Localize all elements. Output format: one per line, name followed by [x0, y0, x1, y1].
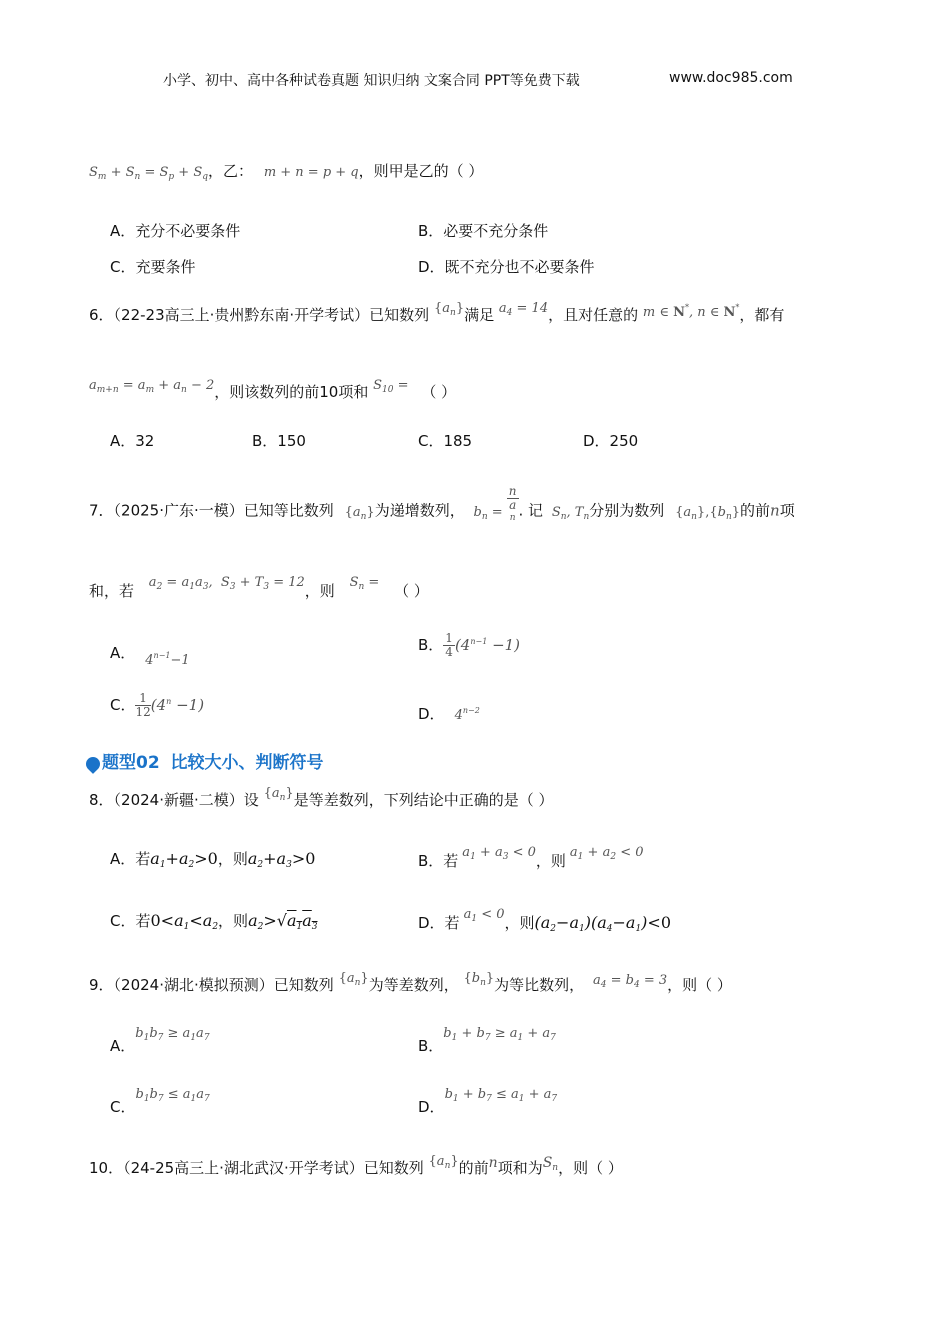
formula: $a_2 = a_1a_3$, $S_3 + T_3 = 12$ [148, 575, 305, 592]
text: 为递增数列， [374, 501, 465, 520]
text: 为等比数列， [494, 976, 585, 994]
option-label: D． [418, 1098, 445, 1116]
q7-option-a[interactable] [110, 642, 190, 668]
text: ，乙： [208, 162, 254, 180]
text: 已知数列 [369, 306, 430, 324]
formula: $S_n$, $T_n$ [551, 504, 590, 522]
q6-option-b[interactable]: B．150 [252, 432, 306, 450]
q9-option-a[interactable] [110, 1026, 210, 1057]
question-number: 7． [89, 501, 114, 520]
formula: $\{a_n\}$ [344, 504, 375, 522]
option-label: D． [418, 705, 445, 723]
formula: $(4^{n-1} -1)$ [454, 636, 521, 654]
q6-stem [89, 301, 785, 326]
option-label: A． [110, 1037, 136, 1055]
text: B．若 [418, 852, 459, 870]
text: ，则 [304, 582, 335, 600]
q6-stem-2 [89, 378, 457, 403]
formula: $\{a_n\}$ [338, 971, 369, 988]
question-source: （2025·广东·一模） [113, 501, 244, 520]
q10-stem [89, 1154, 623, 1179]
location-marker-icon [83, 754, 103, 774]
q5-option-c[interactable]: C．充要条件 [110, 258, 196, 276]
formula: m ∈ N*, n ∈ N* [642, 303, 740, 320]
fraction: n a n [508, 484, 517, 523]
text: D．若 [418, 914, 460, 932]
formula: $(a_2-a_1)(a_4-a_1)<0$ [534, 913, 672, 934]
q7-stem [89, 484, 795, 531]
text: 已知数列 [273, 976, 334, 994]
formula: $a_2>√a_1a_3$ [248, 911, 318, 932]
q5-option-d[interactable]: D．既不充分也不必要条件 [418, 258, 595, 276]
text: A．若 [110, 850, 151, 868]
formula: $b_1 + b_7 \le a_1 + a_7$ [444, 1087, 558, 1104]
q9-option-d[interactable] [418, 1087, 558, 1118]
q7-stem-2 [89, 575, 429, 602]
q8-stem [89, 786, 554, 811]
text: ，都有 [739, 306, 785, 324]
formula: $0<a_1<a_2$ [150, 911, 219, 932]
section-title: 比较大小、判断符号 [170, 753, 324, 773]
text: ，则该数列的前10项和 [214, 383, 369, 401]
text: 项 [779, 501, 795, 520]
text: ，则（ ） [667, 976, 732, 994]
formula: $\{b_n\}$ [463, 971, 495, 988]
text: 项和为 [497, 1159, 543, 1177]
formula: $a_4 = b_4 = 3$ [592, 973, 668, 990]
formula: $\{a_n\},\{b_n\}$ [675, 504, 741, 522]
formula: $\{a_n\}$ [433, 301, 465, 318]
formula: $b_1b_7 \ge a_1a_7$ [135, 1026, 210, 1043]
q7-option-c[interactable] [110, 692, 204, 719]
question-number: 8． [89, 791, 114, 809]
text: 是等差数列，下列结论中正确的是（ ） [293, 791, 554, 809]
fraction: $\frac{1}{12}$ [135, 691, 151, 719]
text: 设 [243, 791, 259, 809]
text: 为等差数列， [368, 976, 459, 994]
q6-option-a[interactable]: A．32 [110, 432, 155, 450]
q8-option-c[interactable] [110, 910, 318, 932]
formula: $S_n$ = [349, 575, 380, 592]
question-source: （24-25高三上·湖北武汉·开学考试） [123, 1159, 364, 1177]
formula: $\{a_n\}$ [428, 1154, 459, 1171]
q6-option-d[interactable]: D．250 [583, 432, 639, 450]
fraction: $\frac{1}{4}$ [445, 631, 453, 659]
text: 已知等比数列 [243, 501, 334, 520]
text: 和，若 [89, 582, 135, 600]
text: ，则（ ） [558, 1159, 623, 1177]
formula: $a_1+a_2>0$ [150, 849, 218, 870]
formula: $a_1 + a_2 < 0$ [569, 845, 644, 862]
formula: $4^{n-2}$ [454, 706, 480, 723]
section-label: 题型02 [102, 753, 160, 773]
question-number: 6． [89, 306, 114, 324]
formula: $b_1 + b_7 \ge a_1 + a_7$ [443, 1026, 556, 1043]
question-source: （2024·新疆·二模） [113, 791, 244, 809]
q7-option-d[interactable] [418, 703, 480, 724]
text: ，则 [504, 914, 535, 932]
text: ，则甲是乙的（ ） [358, 162, 484, 180]
formula: n [770, 501, 780, 520]
q5-stem [89, 160, 483, 182]
formula: $S_{10}$ = [373, 378, 409, 395]
text: ，则 [535, 852, 566, 870]
formula: $a_4 = 14$ [498, 301, 549, 318]
option-label: C． [110, 696, 136, 714]
formula: $\{a_n\}$ [263, 786, 294, 803]
section-heading [86, 748, 323, 773]
q9-option-b[interactable] [418, 1026, 556, 1057]
formula: m + n = p + q [263, 165, 359, 180]
text: ，则 [218, 912, 249, 930]
question-source: （22-23高三上·贵州黔东南·开学考试） [113, 306, 370, 324]
text: （ ） [394, 582, 429, 600]
text: . 记 [518, 501, 544, 520]
q8-option-b[interactable] [418, 845, 644, 872]
formula: $b_n$ = [473, 504, 507, 522]
formula: $a_1 + a_3 < 0$ [462, 845, 536, 862]
q5-option-b[interactable]: B．必要不充分条件 [418, 222, 549, 240]
q5-option-a[interactable]: A．充分不必要条件 [110, 222, 241, 240]
formula: $S_m + S_n = S_p + S_q$ [89, 165, 209, 182]
option-label: A． [110, 644, 136, 662]
text: ，则 [217, 850, 248, 868]
option-label: B． [418, 1037, 444, 1055]
q8-option-d[interactable] [418, 907, 672, 934]
text: 的前 [458, 1159, 489, 1177]
formula: $4^{n-1}-1$ [145, 651, 190, 668]
text: C．若 [110, 912, 151, 930]
page-header-url[interactable]: www.doc985.com [669, 70, 793, 86]
q7-option-b[interactable] [418, 632, 520, 659]
option-label: C． [110, 1098, 136, 1116]
q9-option-c[interactable] [110, 1087, 210, 1118]
question-source: （2024·湖北·模拟预测） [113, 976, 274, 994]
text: 已知数列 [363, 1159, 424, 1177]
formula: $S_n$ [542, 1155, 559, 1173]
q9-stem [89, 971, 732, 996]
formula: $(4^n -1)$ [150, 696, 205, 714]
page-header-text: 小学、初中、高中各种试卷真题 知识归纳 文案合同 PPT等免费下载 [163, 73, 580, 89]
formula: $b_1b_7 \le a_1a_7$ [135, 1087, 210, 1104]
formula: n [488, 1155, 498, 1171]
question-number: 9． [89, 976, 114, 994]
text: 满足 [464, 306, 495, 324]
text: 分别为数列 [589, 501, 665, 520]
formula: $a_{m+n} = a_m + a_n - 2$ [89, 378, 215, 395]
formula: $a_2+a_3>0$ [247, 849, 316, 870]
option-label: B． [418, 636, 444, 654]
question-number: 10． [89, 1159, 124, 1177]
q8-option-a[interactable] [110, 848, 315, 870]
text: （ ） [421, 383, 457, 401]
text: ，且对任意的 [548, 306, 639, 324]
formula: $a_1 < 0$ [463, 907, 505, 924]
q6-option-c[interactable]: C．185 [418, 432, 473, 450]
text: 的前 [740, 501, 771, 520]
